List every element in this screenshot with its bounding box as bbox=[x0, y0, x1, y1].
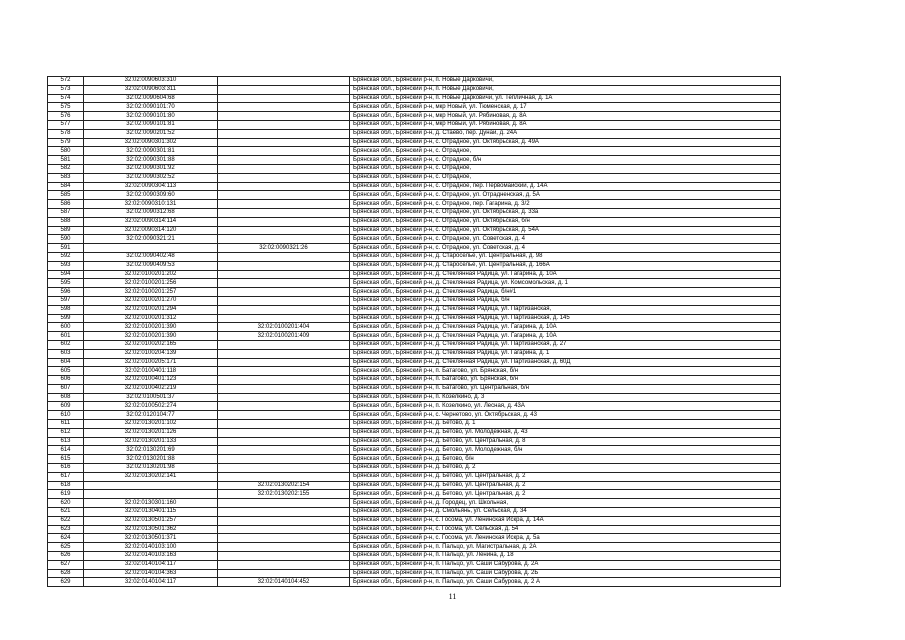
address-cell: Брянская обл., Брянский р-н, с. Отрадное, bbox=[350, 173, 781, 182]
related-cadastral-number-cell: 32:02:0130202:155 bbox=[218, 490, 350, 499]
row-number-cell: 572 bbox=[48, 77, 84, 86]
row-number-cell: 610 bbox=[48, 411, 84, 420]
cadastral-number-cell: 32:02:0100401:118 bbox=[84, 367, 218, 376]
table-row bbox=[48, 103, 781, 112]
address-cell: Брянская обл., Брянский р-н, п. Батагово, ул. Брянская, б/н bbox=[350, 376, 781, 385]
address-cell: Брянская обл., Брянский р-н, д. Стеклянная Радица, ул. Гагарина, д. 1 bbox=[350, 349, 781, 358]
cadastral-number-cell: 32:02:0100502:274 bbox=[84, 402, 218, 411]
table-row bbox=[48, 191, 781, 200]
cadastral-number-cell: 32:02:0140103:163 bbox=[84, 552, 218, 561]
row-number-cell: 603 bbox=[48, 349, 84, 358]
table-row bbox=[48, 261, 781, 270]
address-cell: Брянская обл., Брянский р-н, д. Стаево, пер. Дунай, д. 24А bbox=[350, 129, 781, 138]
table-row bbox=[48, 200, 781, 209]
related-cadastral-number-cell bbox=[218, 252, 350, 261]
row-number-cell: 592 bbox=[48, 252, 84, 261]
address-cell: Брянская обл., Брянский р-н, д. Стеклянная Радица, ул. Партизанская, д. 60Д bbox=[350, 358, 781, 367]
cadastral-number-cell: 32:02:0100402:219 bbox=[84, 384, 218, 393]
address-cell: Брянская обл., Брянский р-н, с. Отрадное, bbox=[350, 164, 781, 173]
address-cell: Брянская обл., Брянский р-н, д. Бетово, ул. Центральная, д. 8 bbox=[350, 437, 781, 446]
row-number-cell: 575 bbox=[48, 103, 84, 112]
cadastral-number-cell: 32:02:0090309:60 bbox=[84, 191, 218, 200]
table-body bbox=[48, 77, 781, 587]
cadastral-number-cell: 32:02:0130201:88 bbox=[84, 455, 218, 464]
related-cadastral-number-cell bbox=[218, 543, 350, 552]
row-number-cell: 574 bbox=[48, 94, 84, 103]
related-cadastral-number-cell bbox=[218, 305, 350, 314]
related-cadastral-number-cell bbox=[218, 349, 350, 358]
cadastral-number-cell: 32:02:0100201:256 bbox=[84, 279, 218, 288]
table-row bbox=[48, 340, 781, 349]
table-row bbox=[48, 516, 781, 525]
related-cadastral-number-cell: 32:02:0140104:452 bbox=[218, 578, 350, 587]
related-cadastral-number-cell bbox=[218, 77, 350, 86]
cadastral-number-cell: 32:02:0090301:92 bbox=[84, 164, 218, 173]
related-cadastral-number-cell bbox=[218, 508, 350, 517]
table-row bbox=[48, 173, 781, 182]
address-cell: Брянская обл., Брянский р-н, д. Бетово, ул. Молодежная, б/н bbox=[350, 446, 781, 455]
address-cell: Брянская обл., Брянский р-н, п. Новые Дарковичи, bbox=[350, 85, 781, 94]
related-cadastral-number-cell bbox=[218, 393, 350, 402]
related-cadastral-number-cell bbox=[218, 376, 350, 385]
cadastral-number-cell: 32:02:0100205:171 bbox=[84, 358, 218, 367]
row-number-cell: 619 bbox=[48, 490, 84, 499]
cadastral-number-cell: 32:02:0130401:115 bbox=[84, 508, 218, 517]
cadastral-number-cell: 32:02:0100201:390 bbox=[84, 332, 218, 341]
related-cadastral-number-cell bbox=[218, 156, 350, 165]
cadastral-number-cell: 32:02:0100204:139 bbox=[84, 349, 218, 358]
cadastral-number-cell: 32:02:0130301:160 bbox=[84, 499, 218, 508]
address-cell: Брянская обл., Брянский р-н, д. Городец, ул. Школьная, bbox=[350, 499, 781, 508]
cadastral-number-cell bbox=[84, 481, 218, 490]
cadastral-number-cell: 32:02:0090301:302 bbox=[84, 138, 218, 147]
cadastral-number-cell: 32:02:0090314:114 bbox=[84, 217, 218, 226]
row-number-cell: 628 bbox=[48, 569, 84, 578]
cadastral-number-cell: 32:02:0100202:165 bbox=[84, 340, 218, 349]
address-cell: Брянская обл., Брянский р-н, д. Стеклянная Радица, ул. Партизанская, д. 145 bbox=[350, 314, 781, 323]
address-cell: Брянская обл., Брянский р-н, д. Бетово, ул. Центральная, д. 2 bbox=[350, 490, 781, 499]
address-cell: Брянская обл., Брянский р-н, д. Староселье, ул. Центральная, д. 166А bbox=[350, 261, 781, 270]
cadastral-number-cell: 32:02:0130501:371 bbox=[84, 534, 218, 543]
table-row bbox=[48, 578, 781, 587]
table-row bbox=[48, 367, 781, 376]
address-cell: Брянская обл., Брянский р-н, с. Отрадное, б/н bbox=[350, 156, 781, 165]
row-number-cell: 589 bbox=[48, 226, 84, 235]
table-row bbox=[48, 85, 781, 94]
address-cell: Брянская обл., Брянский р-н, с. Отрадное, ул. Советская, д. 4 bbox=[350, 235, 781, 244]
table-row bbox=[48, 323, 781, 332]
address-cell: Брянская обл., Брянский р-н, д. Староселье, ул. Центральная, д. 98 bbox=[350, 252, 781, 261]
related-cadastral-number-cell bbox=[218, 129, 350, 138]
address-cell: Брянская обл., Брянский р-н, д. Бетово, б/н bbox=[350, 455, 781, 464]
cadastral-number-cell: 32:02:0090101:81 bbox=[84, 120, 218, 129]
table-row bbox=[48, 393, 781, 402]
table-row bbox=[48, 411, 781, 420]
table-row bbox=[48, 446, 781, 455]
row-number-cell: 580 bbox=[48, 147, 84, 156]
cadastral-number-cell: 32:02:0100201:270 bbox=[84, 296, 218, 305]
address-cell: Брянская обл., Брянский р-н, п. Пальцо, ул. Саши Сабурова, д. 2А bbox=[350, 560, 781, 569]
table-row bbox=[48, 305, 781, 314]
table-row bbox=[48, 129, 781, 138]
table-row bbox=[48, 560, 781, 569]
cadastral-number-cell: 32:02:0100201:257 bbox=[84, 288, 218, 297]
related-cadastral-number-cell bbox=[218, 217, 350, 226]
row-number-cell: 622 bbox=[48, 516, 84, 525]
row-number-cell: 615 bbox=[48, 455, 84, 464]
address-cell: Брянская обл., Брянский р-н, п. Козелкино, ул. Лесная, д. 43А bbox=[350, 402, 781, 411]
table-row bbox=[48, 244, 781, 253]
cadastral-number-cell: 32:02:0100201:294 bbox=[84, 305, 218, 314]
table-row bbox=[48, 226, 781, 235]
cadastral-number-cell: 32:02:0090304:113 bbox=[84, 182, 218, 191]
cadastral-number-cell: 32:02:0100201:390 bbox=[84, 323, 218, 332]
cadastral-number-cell: 32:02:0130202:141 bbox=[84, 472, 218, 481]
table-row bbox=[48, 349, 781, 358]
row-number-cell: 629 bbox=[48, 578, 84, 587]
cadastral-number-cell: 32:02:0140103:100 bbox=[84, 543, 218, 552]
cadastral-number-cell: 32:02:0090409:53 bbox=[84, 261, 218, 270]
table-row bbox=[48, 437, 781, 446]
table-row bbox=[48, 208, 781, 217]
address-cell: Брянская обл., Брянский р-н, с. Отрадное, ул. Октябрьская, б/н bbox=[350, 217, 781, 226]
address-cell: Брянская обл., Брянский р-н, д. Стеклянная Радица, ул. Комсомольская, д. 1 bbox=[350, 279, 781, 288]
cadastral-number-cell: 32:02:0100201:202 bbox=[84, 270, 218, 279]
address-cell: Брянская обл., Брянский р-н, с. Отрадное, ул. Октябрьская, д. 49А bbox=[350, 138, 781, 147]
row-number-cell: 576 bbox=[48, 112, 84, 121]
table-row bbox=[48, 147, 781, 156]
related-cadastral-number-cell bbox=[218, 191, 350, 200]
table-row bbox=[48, 77, 781, 86]
cadastral-number-cell bbox=[84, 244, 218, 253]
table-row bbox=[48, 314, 781, 323]
address-cell: Брянская обл., Брянский р-н, с. Чернетово, ул. Октябрьская, д. 43 bbox=[350, 411, 781, 420]
related-cadastral-number-cell bbox=[218, 525, 350, 534]
table-row bbox=[48, 94, 781, 103]
address-cell: Брянская обл., Брянский р-н, п. Козелкино, д. 3 bbox=[350, 393, 781, 402]
row-number-cell: 602 bbox=[48, 340, 84, 349]
row-number-cell: 625 bbox=[48, 543, 84, 552]
related-cadastral-number-cell bbox=[218, 437, 350, 446]
address-cell: Брянская обл., Брянский р-н, д. Бетово, ул. Центральная, д. 2 bbox=[350, 481, 781, 490]
row-number-cell: 624 bbox=[48, 534, 84, 543]
row-number-cell: 590 bbox=[48, 235, 84, 244]
table-row bbox=[48, 499, 781, 508]
related-cadastral-number-cell bbox=[218, 279, 350, 288]
table-row bbox=[48, 138, 781, 147]
related-cadastral-number-cell: 32:02:0090321:26 bbox=[218, 244, 350, 253]
related-cadastral-number-cell bbox=[218, 226, 350, 235]
row-number-cell: 604 bbox=[48, 358, 84, 367]
table-row bbox=[48, 270, 781, 279]
row-number-cell: 584 bbox=[48, 182, 84, 191]
address-cell: Брянская обл., Брянский р-н, п. Новые Дарковичи, bbox=[350, 77, 781, 86]
related-cadastral-number-cell bbox=[218, 499, 350, 508]
address-cell: Брянская обл., Брянский р-н, п. Батагово, ул. Центральная, б/н bbox=[350, 384, 781, 393]
address-cell: Брянская обл., Брянский р-н, д. Стеклянная Радица, ул. Гагарина, д. 10А bbox=[350, 332, 781, 341]
cadastral-number-cell: 32:02:0090604:68 bbox=[84, 94, 218, 103]
related-cadastral-number-cell bbox=[218, 120, 350, 129]
related-cadastral-number-cell bbox=[218, 534, 350, 543]
related-cadastral-number-cell bbox=[218, 367, 350, 376]
address-cell: Брянская обл., Брянский р-н, с. Отрадное, bbox=[350, 147, 781, 156]
row-number-cell: 621 bbox=[48, 508, 84, 517]
row-number-cell: 626 bbox=[48, 552, 84, 561]
row-number-cell: 613 bbox=[48, 437, 84, 446]
table-row bbox=[48, 235, 781, 244]
related-cadastral-number-cell bbox=[218, 428, 350, 437]
row-number-cell: 608 bbox=[48, 393, 84, 402]
row-number-cell: 577 bbox=[48, 120, 84, 129]
table-row bbox=[48, 508, 781, 517]
row-number-cell: 593 bbox=[48, 261, 84, 270]
table-row bbox=[48, 217, 781, 226]
address-cell: Брянская обл., Брянский р-н, п. Пальцо, ул. Магистральная, д. 2А bbox=[350, 543, 781, 552]
row-number-cell: 623 bbox=[48, 525, 84, 534]
row-number-cell: 616 bbox=[48, 464, 84, 473]
cadastral-number-cell: 32:02:0090201:52 bbox=[84, 129, 218, 138]
address-cell: Брянская обл., Брянский р-н, д. Бетово, ул. Центральная, д. 2 bbox=[350, 472, 781, 481]
row-number-cell: 582 bbox=[48, 164, 84, 173]
cadastral-number-cell: 32:02:0140104:117 bbox=[84, 560, 218, 569]
address-cell: Брянская обл., Брянский р-н, с. Госома, ул. Сельская, д. 54 bbox=[350, 525, 781, 534]
address-cell: Брянская обл., Брянский р-н, д. Стеклянная Радица, ул. Партизанская, д. 27 bbox=[350, 340, 781, 349]
cadastral-number-cell: 32:02:0090603:310 bbox=[84, 77, 218, 86]
related-cadastral-number-cell bbox=[218, 402, 350, 411]
row-number-cell: 601 bbox=[48, 332, 84, 341]
row-number-cell: 627 bbox=[48, 560, 84, 569]
cadastral-table bbox=[47, 76, 781, 587]
address-cell: Брянская обл., Брянский р-н, с. Отрадное, пер. Гагарина, д. 3/2 bbox=[350, 200, 781, 209]
cadastral-number-cell: 32:02:0100501:37 bbox=[84, 393, 218, 402]
table-row bbox=[48, 490, 781, 499]
table-row bbox=[48, 156, 781, 165]
address-cell: Брянская обл., Брянский р-н, п. Пальцо, ул. Ленина, д. 18 bbox=[350, 552, 781, 561]
related-cadastral-number-cell bbox=[218, 411, 350, 420]
address-cell: Брянская обл., Брянский р-н, д. Стеклянная Радица, ул. Гагарина, д. 10А bbox=[350, 270, 781, 279]
cadastral-number-cell: 32:02:0090321:21 bbox=[84, 235, 218, 244]
related-cadastral-number-cell bbox=[218, 164, 350, 173]
table-row bbox=[48, 182, 781, 191]
address-cell: Брянская обл., Брянский р-н, п. Пальцо, ул. Саши Сабурова, д. 2Б bbox=[350, 569, 781, 578]
table-row bbox=[48, 358, 781, 367]
related-cadastral-number-cell bbox=[218, 552, 350, 561]
related-cadastral-number-cell bbox=[218, 560, 350, 569]
address-cell: Брянская обл., Брянский р-н, с. Отрадное, пер. Первомайский, д. 14А bbox=[350, 182, 781, 191]
related-cadastral-number-cell bbox=[218, 235, 350, 244]
table-row bbox=[48, 279, 781, 288]
table-row bbox=[48, 552, 781, 561]
page-number: 11 bbox=[448, 592, 457, 601]
table-row bbox=[48, 164, 781, 173]
address-cell: Брянская обл., Брянский р-н, мкр Новый, ул. Рябиновая, д. 8А bbox=[350, 120, 781, 129]
related-cadastral-number-cell bbox=[218, 420, 350, 429]
row-number-cell: 606 bbox=[48, 376, 84, 385]
table-row bbox=[48, 420, 781, 429]
cadastral-number-cell: 32:02:0090603:311 bbox=[84, 85, 218, 94]
address-cell: Брянская обл., Брянский р-н, п. Пальцо, ул. Саши Сабурова, д. 2 А bbox=[350, 578, 781, 587]
address-cell: Брянская обл., Брянский р-н, с. Госома, ул. Ленинская Искра, д. 14А bbox=[350, 516, 781, 525]
row-number-cell: 612 bbox=[48, 428, 84, 437]
row-number-cell: 599 bbox=[48, 314, 84, 323]
row-number-cell: 614 bbox=[48, 446, 84, 455]
row-number-cell: 586 bbox=[48, 200, 84, 209]
related-cadastral-number-cell bbox=[218, 173, 350, 182]
cadastral-number-cell: 32:02:0130501:257 bbox=[84, 516, 218, 525]
address-cell: Брянская обл., Брянский р-н, д. Стеклянная Радица, б/н#1 bbox=[350, 288, 781, 297]
table-row bbox=[48, 428, 781, 437]
table-row bbox=[48, 534, 781, 543]
row-number-cell: 579 bbox=[48, 138, 84, 147]
row-number-cell: 583 bbox=[48, 173, 84, 182]
address-cell: Брянская обл., Брянский р-н, п. Батагово, ул. Брянская, б/н bbox=[350, 367, 781, 376]
address-cell: Брянская обл., Брянский р-н, с. Отрадное, ул. Октябрьская, д. 54А bbox=[350, 226, 781, 235]
cadastral-number-cell: 32:02:0140104:117 bbox=[84, 578, 218, 587]
address-cell: Брянская обл., Брянский р-н, д. Бетово, ул. Молодежная, д. 43 bbox=[350, 428, 781, 437]
related-cadastral-number-cell bbox=[218, 340, 350, 349]
related-cadastral-number-cell bbox=[218, 358, 350, 367]
table-row bbox=[48, 464, 781, 473]
row-number-cell: 573 bbox=[48, 85, 84, 94]
related-cadastral-number-cell bbox=[218, 516, 350, 525]
related-cadastral-number-cell bbox=[218, 446, 350, 455]
table-row bbox=[48, 252, 781, 261]
related-cadastral-number-cell: 32:02:0100201:404 bbox=[218, 323, 350, 332]
table-row bbox=[48, 543, 781, 552]
related-cadastral-number-cell bbox=[218, 384, 350, 393]
table-row bbox=[48, 288, 781, 297]
row-number-cell: 581 bbox=[48, 156, 84, 165]
address-cell: Брянская обл., Брянский р-н, п. Новые Дарковичи, ул. Тепличная, д. 1А bbox=[350, 94, 781, 103]
related-cadastral-number-cell bbox=[218, 569, 350, 578]
cadastral-number-cell: 32:02:0130501:362 bbox=[84, 525, 218, 534]
cadastral-number-cell: 32:02:0100401:123 bbox=[84, 376, 218, 385]
table-row bbox=[48, 120, 781, 129]
cadastral-number-cell: 32:02:0090301:88 bbox=[84, 156, 218, 165]
cadastral-number-cell: 32:02:0140104:363 bbox=[84, 569, 218, 578]
related-cadastral-number-cell bbox=[218, 288, 350, 297]
row-number-cell: 620 bbox=[48, 499, 84, 508]
row-number-cell: 594 bbox=[48, 270, 84, 279]
row-number-cell: 578 bbox=[48, 129, 84, 138]
table-row bbox=[48, 481, 781, 490]
row-number-cell: 591 bbox=[48, 244, 84, 253]
related-cadastral-number-cell: 32:02:0100201:409 bbox=[218, 332, 350, 341]
row-number-cell: 609 bbox=[48, 402, 84, 411]
related-cadastral-number-cell bbox=[218, 94, 350, 103]
related-cadastral-number-cell bbox=[218, 314, 350, 323]
table-row bbox=[48, 112, 781, 121]
cadastral-number-cell: 32:02:0090101:70 bbox=[84, 103, 218, 112]
related-cadastral-number-cell bbox=[218, 261, 350, 270]
row-number-cell: 617 bbox=[48, 472, 84, 481]
cadastral-number-cell: 32:02:0090312:68 bbox=[84, 208, 218, 217]
cadastral-number-cell: 32:02:0090402:48 bbox=[84, 252, 218, 261]
table-row bbox=[48, 296, 781, 305]
address-cell: Брянская обл., Брянский р-н, с. Отрадное, ул. Октябрьская, д. 33а bbox=[350, 208, 781, 217]
cadastral-number-cell bbox=[84, 490, 218, 499]
address-cell: Брянская обл., Брянский р-н, д. Стеклянная Радица, б/н bbox=[350, 296, 781, 305]
cadastral-number-cell: 32:02:0090310:131 bbox=[84, 200, 218, 209]
cadastral-number-cell: 32:02:0100201:312 bbox=[84, 314, 218, 323]
row-number-cell: 587 bbox=[48, 208, 84, 217]
table-row bbox=[48, 384, 781, 393]
row-number-cell: 597 bbox=[48, 296, 84, 305]
address-cell: Брянская обл., Брянский р-н, д. Бетово, д. 1 bbox=[350, 420, 781, 429]
address-cell: Брянская обл., Брянский р-н, д. Стеклянная Радица, ул. Гагарина, д. 10А bbox=[350, 323, 781, 332]
table-row bbox=[48, 569, 781, 578]
related-cadastral-number-cell bbox=[218, 455, 350, 464]
row-number-cell: 588 bbox=[48, 217, 84, 226]
row-number-cell: 618 bbox=[48, 481, 84, 490]
cadastral-number-cell: 32:02:0130201:126 bbox=[84, 428, 218, 437]
related-cadastral-number-cell bbox=[218, 182, 350, 191]
address-cell: Брянская обл., Брянский р-н, с. Госома, ул. Ленинская Искра, д. 5а bbox=[350, 534, 781, 543]
cadastral-number-cell: 32:02:0090101:80 bbox=[84, 112, 218, 121]
related-cadastral-number-cell bbox=[218, 296, 350, 305]
row-number-cell: 596 bbox=[48, 288, 84, 297]
related-cadastral-number-cell bbox=[218, 464, 350, 473]
address-cell: Брянская обл., Брянский р-н, с. Отрадное, ул. Советская, д. 4 bbox=[350, 244, 781, 253]
related-cadastral-number-cell bbox=[218, 208, 350, 217]
table-row bbox=[48, 472, 781, 481]
cadastral-number-cell: 32:02:0130201:69 bbox=[84, 446, 218, 455]
cadastral-number-cell: 32:02:0130201:98 bbox=[84, 464, 218, 473]
row-number-cell: 611 bbox=[48, 420, 84, 429]
address-cell: Брянская обл., Брянский р-н, д. Бетово, д. 2 bbox=[350, 464, 781, 473]
related-cadastral-number-cell bbox=[218, 472, 350, 481]
related-cadastral-number-cell bbox=[218, 270, 350, 279]
row-number-cell: 600 bbox=[48, 323, 84, 332]
related-cadastral-number-cell: 32:02:0130202:154 bbox=[218, 481, 350, 490]
cadastral-number-cell: 32:02:0130201:133 bbox=[84, 437, 218, 446]
related-cadastral-number-cell bbox=[218, 112, 350, 121]
row-number-cell: 595 bbox=[48, 279, 84, 288]
address-cell: Брянская обл., Брянский р-н, д. Смольянь, ул. Сельская, д. 34 bbox=[350, 508, 781, 517]
row-number-cell: 585 bbox=[48, 191, 84, 200]
cadastral-number-cell: 32:02:0130201:102 bbox=[84, 420, 218, 429]
address-cell: Брянская обл., Брянский р-н, д. Стеклянная Радица, ул. Партизанская, bbox=[350, 305, 781, 314]
row-number-cell: 607 bbox=[48, 384, 84, 393]
related-cadastral-number-cell bbox=[218, 147, 350, 156]
related-cadastral-number-cell bbox=[218, 103, 350, 112]
related-cadastral-number-cell bbox=[218, 200, 350, 209]
table-row bbox=[48, 402, 781, 411]
cadastral-number-cell: 32:02:0090302:52 bbox=[84, 173, 218, 182]
related-cadastral-number-cell bbox=[218, 85, 350, 94]
table-row bbox=[48, 332, 781, 341]
table-row bbox=[48, 525, 781, 534]
table-row bbox=[48, 455, 781, 464]
cadastral-number-cell: 32:02:0120104:77 bbox=[84, 411, 218, 420]
cadastral-number-cell: 32:02:0090301:81 bbox=[84, 147, 218, 156]
address-cell: Брянская обл., Брянский р-н, мкр Новый, ул. Тюменская, д. 17 bbox=[350, 103, 781, 112]
cadastral-number-cell: 32:02:0090314:120 bbox=[84, 226, 218, 235]
row-number-cell: 605 bbox=[48, 367, 84, 376]
table-row bbox=[48, 376, 781, 385]
row-number-cell: 598 bbox=[48, 305, 84, 314]
related-cadastral-number-cell bbox=[218, 138, 350, 147]
address-cell: Брянская обл., Брянский р-н, с. Отрадное, ул. Отрадненская, д. 5А bbox=[350, 191, 781, 200]
address-cell: Брянская обл., Брянский р-н, мкр Новый, ул. Рябиновая, д. 8А bbox=[350, 112, 781, 121]
